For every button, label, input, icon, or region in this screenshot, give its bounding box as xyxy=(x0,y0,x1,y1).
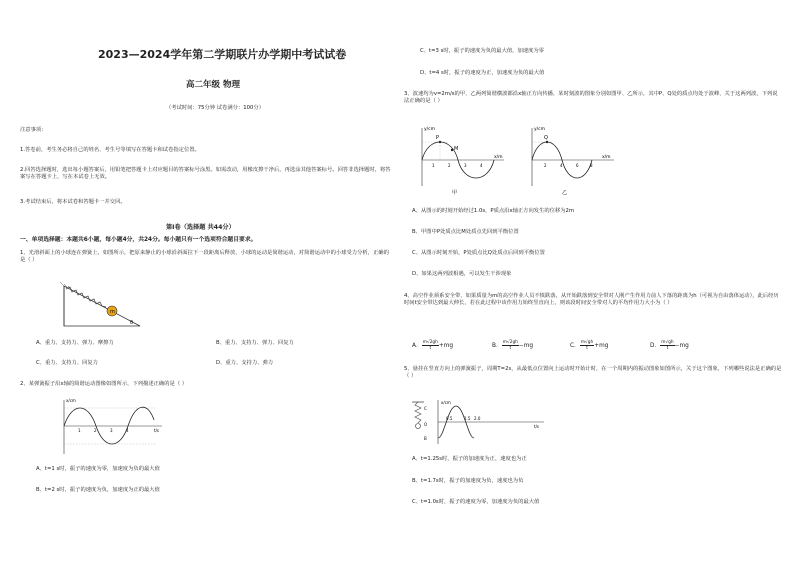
ball-label: m xyxy=(110,309,115,315)
q4-stem: 4、高空作业须系安全带，如果质量为m的高空作业人员不慎跌落，从开始跌落到安全带对人刚产生作用力前人下落的距离为h（可视为自由落体运动），此后经历时间t安全带达到最大伸长，若在此过程中该作用力始终竖直向上，则该段时间安全带对人的平均作用力大小为（ ） xyxy=(404,293,779,306)
q2-stem: 2、某弹簧振子沿x轴的简谐运动图像如图所示，下列描述正确的是（ ） xyxy=(20,381,188,387)
fig-b-tick-4: 8 xyxy=(590,163,593,168)
angle-label: θ xyxy=(130,320,134,326)
q3-figure-b xyxy=(518,124,618,198)
q2-ylabel: x/cm xyxy=(66,398,76,403)
hanging-mass xyxy=(416,424,421,429)
exam-info: （考试时间：75分钟 试卷满分：100分） xyxy=(166,105,264,111)
q5-option-b: B、t=1.7s时，振子的加速度为负，速度也为负 xyxy=(412,478,524,484)
q1-stem: 1、光滑斜面上的小球连在弹簧上，如图所示，把原来静止的小球沿斜面拉下一段距离后释放，小球的运动是简谐运动，对简谐运动中的小球受力分析，正确的是（ ） xyxy=(20,250,389,263)
q1-option-d: D、重力、支持力、弹力 xyxy=(216,360,274,366)
q5-option-a: A、t=1.25s时，振子的加速度为正，速度也为正 xyxy=(412,456,527,462)
fig-a-tick-2: 2 xyxy=(448,163,451,168)
q2-tick-1: 1 xyxy=(78,428,81,433)
note-item-3: 3.考试结束后，将本试卷和答题卡一并交回。 xyxy=(20,199,126,205)
fig-a-xlabel: x/m xyxy=(494,155,503,160)
fig-a-point-m: M xyxy=(454,146,459,152)
fig-b-point-q: Q xyxy=(544,135,548,141)
q2-figure xyxy=(56,396,166,456)
q3-option-a: A、从图示的时刻开始经过1.0s，P质点沿x轴正方向发生的位移为2m xyxy=(412,208,575,214)
q5-ylabel: x/cm xyxy=(441,400,451,405)
q2-xlabel: t/s xyxy=(154,428,159,433)
q5-xlabel: t/s xyxy=(534,424,539,429)
letter-o: O xyxy=(424,422,428,427)
hanging-spring xyxy=(415,402,421,423)
q5-option-c: C、t=1.0s时，振子的速度为零，加速度为负的最大值 xyxy=(412,499,540,505)
q1-option-c: C、重力、支持力、回复力 xyxy=(36,360,98,366)
fig-a-tick-3: 3 xyxy=(464,163,467,168)
q4-option-b: B． $\frac{m√2gh}{t}$ −mg xyxy=(492,340,534,351)
q3-option-d: D、如果这两列波相遇，可以发生干涉现象 xyxy=(412,271,512,277)
q1-figure xyxy=(56,280,146,330)
section-title: 第Ⅰ卷（选择题 共44分） xyxy=(166,224,235,231)
letter-b: B xyxy=(424,436,427,441)
q5-stem: 5、悬挂在竖直方向上的弹簧振子，周期T=2s，从最低点位置向上运动时开始计时，在一个周期内的振动图象如图所示，关于这个图象，下列哪些说法是正确的是（ ） xyxy=(404,366,782,379)
q2-tick-4: 4 xyxy=(126,428,129,433)
fig-b-xlabel: x/m xyxy=(602,155,611,160)
q2-tick-3: 3 xyxy=(110,428,113,433)
q3-option-b: B、甲图中P处质点比M处质点先回到平衡位置 xyxy=(412,229,519,235)
fig-a-tick-4: 4 xyxy=(480,163,483,168)
section-part: 一、单项选择题：本题共6小题，每小题4分，共24分。每小题只有一个选项符合题目要求。 xyxy=(20,237,257,243)
fig-b-ylabel: y/cm xyxy=(534,127,546,132)
q2-tick-2: 2 xyxy=(94,428,97,433)
fig-b-label: 乙 xyxy=(562,190,568,196)
q5-tick-2: 1.5 xyxy=(464,416,471,421)
q5-tick-3: 2.0 xyxy=(474,416,481,421)
q3-stem: 3、波速均为v=2m/s的甲、乙两列简谐横波都沿x轴正方向传播，某时刻波的图象分别如图甲、乙所示，其中P、Q处的质点均处于波峰，关于这两列波，下列说法正确的是（ ） xyxy=(404,91,778,104)
fig-b-tick-2: 4 xyxy=(560,163,563,168)
exam-title: 2023—2024学年第二学期联片办学期中考试试卷 xyxy=(98,48,347,61)
q5-figure xyxy=(408,398,548,446)
fig-a-label: 甲 xyxy=(452,190,458,196)
q4-option-a: A． $\frac{m√2gh}{t}$ +mg xyxy=(412,340,454,351)
q2-option-a: A、t=1 s时，振子的速度为零，加速度为负的最大值 xyxy=(36,466,160,472)
fig-b-tick-1: 2 xyxy=(544,163,547,168)
letter-c: C xyxy=(424,406,427,411)
notes-heading: 注意事项： xyxy=(20,127,47,133)
q3-figure-a xyxy=(408,124,508,198)
note-item-2: 2.回答选择题时，选出每小题答案后，用铅笔把答题卡上对应题目的答案标号涂黑。如需改动，用橡皮擦干净后，再选涂其他答案标号。回答非选择题时，将答案写在答题卡上，写在本试卷上无效。 xyxy=(20,167,391,180)
q2-option-b: B、t=2 s时，振子的速度为负，加速度为正的最大值 xyxy=(36,487,160,493)
q4-option-d: D． $\frac{m√gh}{t}$ −mg xyxy=(650,340,689,351)
q2-option-c: C、t=3 s时，振子的速度为负的最大值，加速度为零 xyxy=(420,48,544,54)
q1-option-b: B、重力、支持力、弹力、回复力 xyxy=(216,340,294,346)
fig-a-tick-1: 1 xyxy=(432,163,435,168)
sine-curve xyxy=(64,407,154,444)
exam-subtitle: 高二年级 物理 xyxy=(186,80,240,90)
fig-a-ylabel: y/cm xyxy=(424,127,436,132)
q2-option-d: D、t=4 s时，振子的速度为正，加速度为负的最大值 xyxy=(420,70,545,76)
note-item-1: 1.答卷前，考生务必将自己的姓名、考生号等填写在答题卡和试卷指定位置。 xyxy=(20,147,200,153)
fig-a-point-p: P xyxy=(436,135,440,141)
q3-option-c: C、从图示时刻开始，P处质点比Q处质点后回到平衡位置 xyxy=(412,250,545,256)
q1-option-a: A、重力、支持力、弹力、摩擦力 xyxy=(36,340,114,346)
q4-option-c: C． $\frac{m√gh}{t}$ +mg xyxy=(570,340,609,351)
q5-tick-1: 0.5 xyxy=(446,416,453,421)
fig-b-tick-3: 6 xyxy=(576,163,579,168)
